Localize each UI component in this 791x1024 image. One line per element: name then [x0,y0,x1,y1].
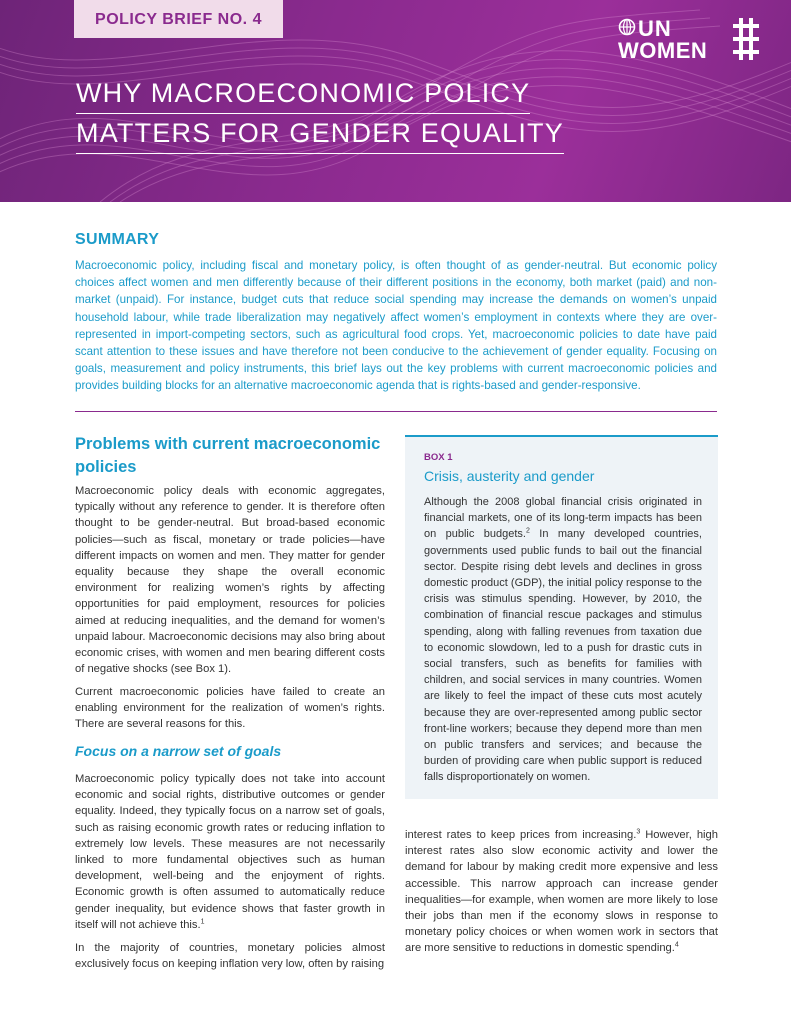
box-1 [405,435,718,799]
paragraph: Current macroeconomic policies have failed to create an enabling environment for the realization of women’s rights. There are several reasons for this. [75,686,385,731]
box-text-part: Although the 2008 global financial crisis originated in financial markets, one of its long-term impacts has been on public budgets. [424,496,702,541]
footnote-ref: 1 [200,918,205,926]
un-women-logo [618,16,768,64]
paragraph-text: However, high interest rates also slow economic activity and lower the demand for labour by making credit more expensive and less accessible. This narrow approach can increase gender inequalities—for example, when women are more likely to lose their jobs than men if the economy slows in response to monetary policy choices or when women work in sectors that are more sensitive to reductions in domestic spending. [405,829,718,955]
paragraph: Macroeconomic policy deals with economic aggregates, typically without any reference to gender. It is therefore often thought to be gender-neutral. But broad-based economic policies—such as fiscal, monetary or trade policies—have different impacts on women and men. They matter for gender equality because they shape the overall economic environment for realizing women’s rights by affecting opportunities for paid employment, resources for policies aimed at reducing inequalities, and the demand for women’s unpaid labour. Macroeconomic decisions may also bring about economic crises, with women and men bearing different costs of negative shocks (see Box 1). [75,485,385,676]
paragraph [405,827,718,957]
paragraph: In the majority of countries, monetary policies almost exclusively focus on keeping inflation very low, often by raising [75,942,385,971]
equality-mark-icon [733,18,759,60]
page-title [76,74,636,154]
box-text-part: In many developed countries, governments used public funds to bail out the financial sector. Despite rising debt levels and declines in gross domestic product (GDP), the initial policy response to the crisis was stimulus spending. However, by 2010, the combination of financial rescue packages and stimulus spending, along with falling revenues from taxation due to economic slowdown, led to a push for drastic cuts in social transfers, such as benefits for families with children, and social services in many countries. Women are likely to feel the impact of these cuts most acutely because they are over-represented among public sector front-line workers; because they depend more than men on public transfers and services; and because the burden of providing care when public support is reduced falls disproportionately on women. [424,528,702,784]
paragraph [75,771,385,933]
logo-text-women: WOMEN [618,38,708,63]
policy-brief-tab: POLICY BRIEF NO. 4 [74,0,283,38]
box-text [424,494,702,786]
summary-heading: SUMMARY [75,231,160,248]
footnote-ref: 2 [525,527,530,535]
title-line-1: WHY MACROECONOMIC POLICY [76,74,530,114]
summary-text: Macroeconomic policy, including fiscal and monetary policy, is often thought of as gender-neutral. But economic policy choices affect women and men differently because of their different positions in the economy, both market (paid) and non-market (unpaid). For instance, budget cuts that reduce social spending may increase the demands on women’s unpaid household labour, while trade liberalization may negatively affect women’s employment in contexts where they are over-represented in import-competing sectors, such as agricultural food crops. Yet, macroeconomic policies to date have paid scant attention to these issues and have therefore not been conducive to the achievement of gender equality. Focusing on goals, measurement and policy instruments, this brief lays out the key problems with current macroeconomic policies and provides building blocks for an alternative macroeconomic agenda that is rights-based and gender-responsive. [75,259,717,393]
section-heading: Problems with current macroeconomic policies [75,435,381,476]
footnote-ref: 4 [674,941,679,949]
footnote-ref: 3 [636,828,641,836]
title-line-2: MATTERS FOR GENDER EQUALITY [76,114,564,154]
paragraph-text: Macroeconomic policy typically does not take into account economic and social rights, distributive outcomes or gender equality. Indeed, they typically focus on a narrow set of goals, such as raising economic growth rates or reducing inflation to extremely low levels. These measures are not necessarily linked to more fundamental objectives such as human development, well-being and the enjoyment of rights. Economic growth is often assumed to automatically reduce gender inequality, but evidence shows that faster growth in itself will not achieve this. [75,773,385,931]
box-title: Crisis, austerity and gender [424,468,595,484]
globe-icon [618,18,636,36]
box-label: BOX 1 [424,452,453,463]
sub-heading: Focus on a narrow set of goals [75,743,282,759]
header-banner [0,0,791,202]
logo-text-un: UN [638,16,672,41]
paragraph-text: interest rates to keep prices from increasing. [405,829,637,841]
summary-divider [75,411,717,412]
